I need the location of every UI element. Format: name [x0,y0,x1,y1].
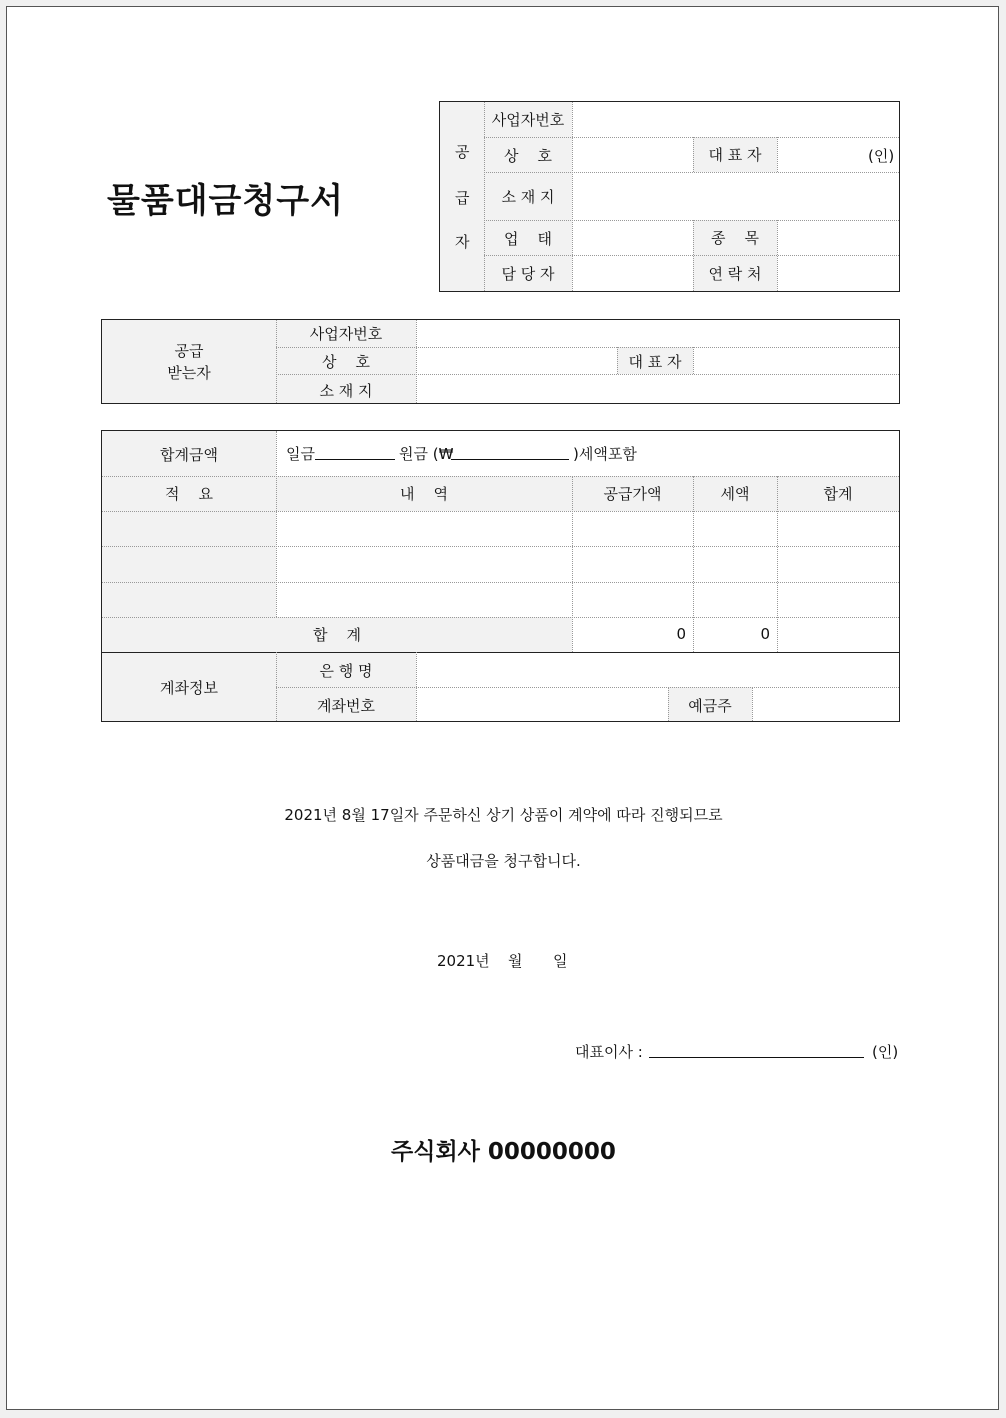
supplier-side-label-1: 공 [455,143,470,161]
supplier-ceo-label: 대 표 자 [708,146,762,164]
supplier-address-label: 소 재 지 [501,188,555,206]
invoice-page [6,6,999,1410]
supplier-name-label: 상 호 [503,147,553,165]
col-header-details: 내 역 [399,485,449,503]
recipient-side-label-2: 받는자 [167,364,211,382]
account-number-label: 계좌번호 [317,697,375,715]
message-line-2: 상품대금을 청구합니다. [426,852,581,870]
supplier-reg-no-label: 사업자번호 [491,111,565,129]
date-month: 월 [508,952,523,970]
recipient-address-label: 소 재 지 [319,382,373,400]
supplier-contact-label: 연 락 처 [708,265,762,283]
recipient-reg-no-label: 사업자번호 [309,325,383,343]
recipient-ceo-label: 대 표 자 [628,353,682,371]
total-row-label: 합 계 [312,626,362,644]
col-header-summary: 적 요 [164,485,214,503]
ceo-signature-label: 대표이사 : [575,1043,643,1061]
amount-number-blank[interactable] [451,459,569,460]
col-header-tax: 세액 [720,485,750,503]
message-line-1: 2021년 8월 17일자 주문하신 상기 상품이 계약에 따라 진행되므로 [284,806,723,824]
account-info-label: 계좌정보 [160,679,218,697]
date-year: 2021년 [437,952,490,970]
supplier-business-item-label: 종 목 [710,229,760,247]
supplier-side-label-2: 급 [455,189,470,207]
table-row[interactable] [102,512,899,545]
recipient-side-label-1: 공급 [174,342,204,360]
amount-suffix: )세액포함 [573,445,637,463]
total-tax-value: 0 [760,625,770,643]
col-header-total: 합계 [823,485,853,503]
amount-prefix: 일금 [286,445,315,463]
amount-korean-blank[interactable] [315,459,395,460]
supplier-business-type-label: 업 태 [503,230,553,248]
supplier-side-label-3: 자 [455,233,470,251]
supplier-seal-mark: (인) [868,147,895,165]
date-day: 일 [553,952,568,970]
amount-won-label: 원금 (₩ [399,445,454,463]
bank-name-label: 은 행 명 [319,662,373,680]
total-supply-value: 0 [676,625,686,643]
table-row[interactable] [102,583,899,616]
total-amount-label: 합계금액 [160,446,218,464]
account-holder-label: 예금주 [688,697,732,715]
col-header-supply-price: 공급가액 [603,485,662,503]
ceo-seal-mark: (인) [872,1043,899,1061]
document-title: 물품대금청구서 [107,181,344,221]
table-row[interactable] [102,547,899,581]
supplier-manager-label: 담 당 자 [501,265,555,283]
company-name: 주식회사 00000000 [391,1139,616,1165]
ceo-signature-line[interactable] [649,1057,864,1058]
recipient-name-label: 상 호 [321,353,371,371]
